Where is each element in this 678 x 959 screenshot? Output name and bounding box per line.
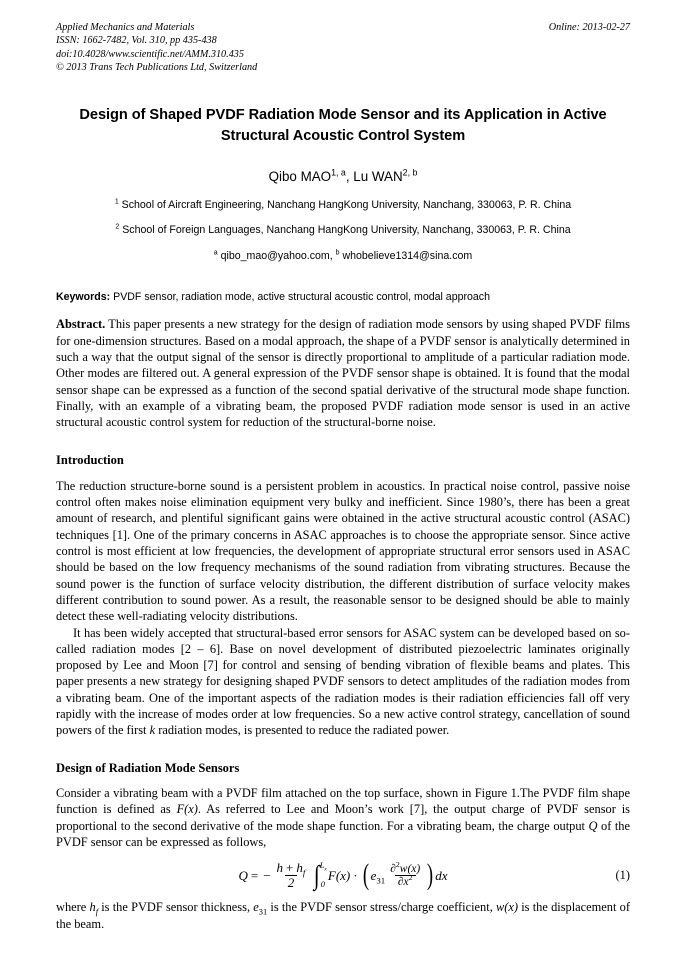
derivative-denominator (395, 875, 416, 888)
closing-part-1: where (56, 900, 90, 915)
partial-symbol-den: ∂ (397, 876, 404, 889)
equation-partial-derivative (387, 860, 423, 889)
plus-sign: + (286, 860, 294, 876)
closing-paragraph (56, 899, 630, 932)
paper-title: Design of Shaped PVDF Radiation Mode Sensor and its Application in Active Structural Acoustic Control System (79, 106, 607, 144)
equation-dx: dx (435, 867, 448, 883)
author-separator: , (345, 169, 354, 185)
closing-part-4: is the displacement of the beam. (56, 900, 630, 931)
affiliation-2-marker: 2 (115, 223, 120, 231)
author-2-name: Lu WAN (353, 169, 403, 185)
superscript-2-num: 2 (395, 860, 400, 869)
section-heading-introduction: Introduction (56, 453, 124, 468)
equation-left-paren: ( (362, 858, 369, 892)
email-b-marker: b (335, 249, 340, 257)
equation-fraction-numerator (274, 860, 309, 878)
journal-doi: doi:10.4028/www.scientific.net/AMM.310.435 (56, 48, 244, 60)
affiliation-1 (56, 199, 630, 213)
partial-symbol-num: ∂ (390, 862, 396, 875)
closing-var-w: w(x) (496, 900, 519, 915)
equation-fraction-h-plus-hf-over-2 (274, 861, 309, 890)
design-text-part-3: of the PVDF sensor can be expressed as follows, (56, 818, 631, 849)
equation-e31 (371, 868, 386, 884)
var-x: x (403, 876, 409, 889)
equation-right-paren: ) (427, 858, 434, 892)
journal-header (56, 21, 630, 75)
var-e: e (370, 867, 377, 883)
email-a[interactable]: qibo_mao@yahoo.com, (220, 250, 333, 263)
variable-Q: Q (588, 818, 598, 833)
abstract-label: Abstract. (56, 317, 106, 332)
closing-var-e: e (253, 900, 259, 915)
design-text-part-1: Consider a vibrating beam with a PVDF film attached on the top surface, shown in Figure 1.The PVDF film shape function is defined as (56, 785, 630, 817)
abstract-block (56, 316, 630, 430)
introduction-paragraph-2-tail: radiation modes, is presented to reduce the radiated power. (155, 723, 450, 738)
journal-header-left (56, 21, 257, 75)
closing-var-h: h (89, 900, 96, 915)
email-a-marker: a (213, 249, 218, 257)
integral-limits (320, 862, 327, 889)
closing-part-3: is the PVDF sensor stress/charge coefficient, (267, 900, 496, 915)
keywords-value: PVDF sensor, radiation mode, active structural acoustic control, modal approach (113, 290, 490, 303)
journal-header-right (549, 21, 630, 34)
journal-issn: ISSN: 1662-7482, Vol. 310, pp 435-438 (56, 35, 217, 47)
superscript-2-den: 2 (408, 873, 413, 883)
author-emails (56, 250, 630, 264)
var-h-f: h (296, 860, 303, 876)
subscript-f: f (302, 867, 306, 878)
subscript-31: 31 (376, 875, 386, 886)
author-1-name: Qibo MAO (268, 169, 332, 185)
variable-k: k (149, 723, 156, 738)
journal-copyright: © 2013 Trans Tech Publications Ltd, Switzerland (56, 62, 258, 74)
equation-fraction-denominator: 2 (285, 875, 298, 890)
online-date: Online: 2013-02-27 (548, 22, 630, 33)
upper-limit-L: L (319, 861, 325, 871)
author-list (56, 168, 630, 185)
author-1-affiliation-marker: 1, a (331, 167, 346, 178)
abstract-text: This paper presents a new strategy for the design of radiation mode sensors by using shaped PVDF films for one-dimension structures. Based on a modal approach, the shape of a PVDF sensor is analytically determined in such a way that the output signal of the sensor is directly proportional to amplitude of a particular radiation mode. Other modes are filtered out. A general expression of the PVDF sensor shape is obtained. It is found that the modal sensor shape can be expressed as a function of the second spatial derivative of the structural mode shape function. Finally, with an example of a vibrating beam, the proposed PVDF radiation mode sensor is used in an active structural acoustic control system for reduction of the structural-borne noise. (56, 317, 631, 430)
keywords-label: Keywords: (56, 290, 111, 303)
equation-lhs: Q (238, 867, 248, 883)
equation-integral (313, 862, 327, 889)
equation-dot-operator: · (353, 867, 358, 883)
equation-shape-function: F(x) (327, 867, 351, 883)
integral-sign: ∫ (314, 860, 320, 891)
var-h: h (276, 860, 284, 876)
closing-part-2: is the PVDF sensor thickness, (98, 900, 254, 915)
upper-limit-subscript-x: x (324, 866, 327, 873)
introduction-paragraph-2-text: It has been widely accepted that structural-based error sensors for ASAC system can be developed based on so-called radiation modes [2 – 6]. Base on novel development of distributed piezoelectric laminates originally proposed by Lee and Moon [7] for control and sensing of bending vibration of flexible beams and plates. This paper presents a new strategy for designing shaped PVDF sensors to detect amplitudes of the radiation modes from a vibrating beam. One of the important aspects of the radiation modes is their radiation efficiencies fall off very rapidly with the increase of modes order at low frequencies. So a new active control strategy, cancellation of sound powers of the first (56, 625, 630, 738)
equation-minus-sign: − (263, 867, 271, 883)
integral-lower-limit: 0 (320, 879, 325, 889)
derivative-numerator (387, 860, 423, 875)
affiliation-1-text: School of Aircraft Engineering, Nanchang HangKong University, Nanchang, 330063, P. R. China (121, 198, 572, 211)
author-2-affiliation-marker: 2, b (402, 167, 418, 178)
introduction-paragraph-2 (56, 625, 630, 739)
equation-1-number: (1) (615, 868, 630, 883)
integral-upper-limit (319, 861, 327, 873)
design-text-part-2: . As referred to Lee and Moon’s work [7], the output charge of PVDF sensor is proportional to the second derivative of the mode shape function. For a vibrating beam, the charge output (56, 802, 630, 833)
email-b[interactable]: whobelieve1314@sina.com (342, 250, 473, 263)
affiliation-1-marker: 1 (114, 198, 119, 206)
var-w-of-x: w(x) (399, 862, 421, 875)
variable-F-of-x: F(x) (176, 802, 198, 817)
affiliation-2 (56, 224, 630, 238)
closing-var-h-subscript: f (95, 906, 99, 917)
equation-1 (206, 858, 480, 892)
design-paragraph-1 (56, 785, 630, 850)
equation-equals: = (250, 867, 259, 883)
closing-var-e-subscript: 31 (258, 906, 268, 917)
section-heading-design: Design of Radiation Mode Sensors (56, 760, 240, 775)
journal-name: Applied Mechanics and Materials (56, 22, 195, 33)
equation-1-row (56, 858, 630, 892)
affiliation-2-text: School of Foreign Languages, Nanchang HangKong University, Nanchang, 330063, P. R. China (122, 224, 571, 237)
introduction-paragraph-1: The reduction structure-borne sound is a persistent problem in acoustics. In practical noise control, passive noise control often makes noise elimination equipment very bulky and inefficient. Since 1980’s, there has been a great amount of research, and plentiful significant gains were obtained in the active structural acoustic control (ASAC) techniques [1]. One of the primary concerns in ASAC approaches is to choose the appropriate sensor. Since active control is most efficient at low frequencies, the development of appropriate structural error sensors used in ASAC should be based on the low frequency mechanisms of the sound radiation from vibrating structures. Because the sound power is the function of surface velocity distribution, the different distribution of surface velocity makes different contribution to sound power. As a result, the reasonable sensor to be designed should be able to mainly detect these well-radiating velocity distributions. (56, 478, 630, 624)
equation-1-expression (238, 858, 448, 892)
keywords-line (56, 290, 630, 304)
